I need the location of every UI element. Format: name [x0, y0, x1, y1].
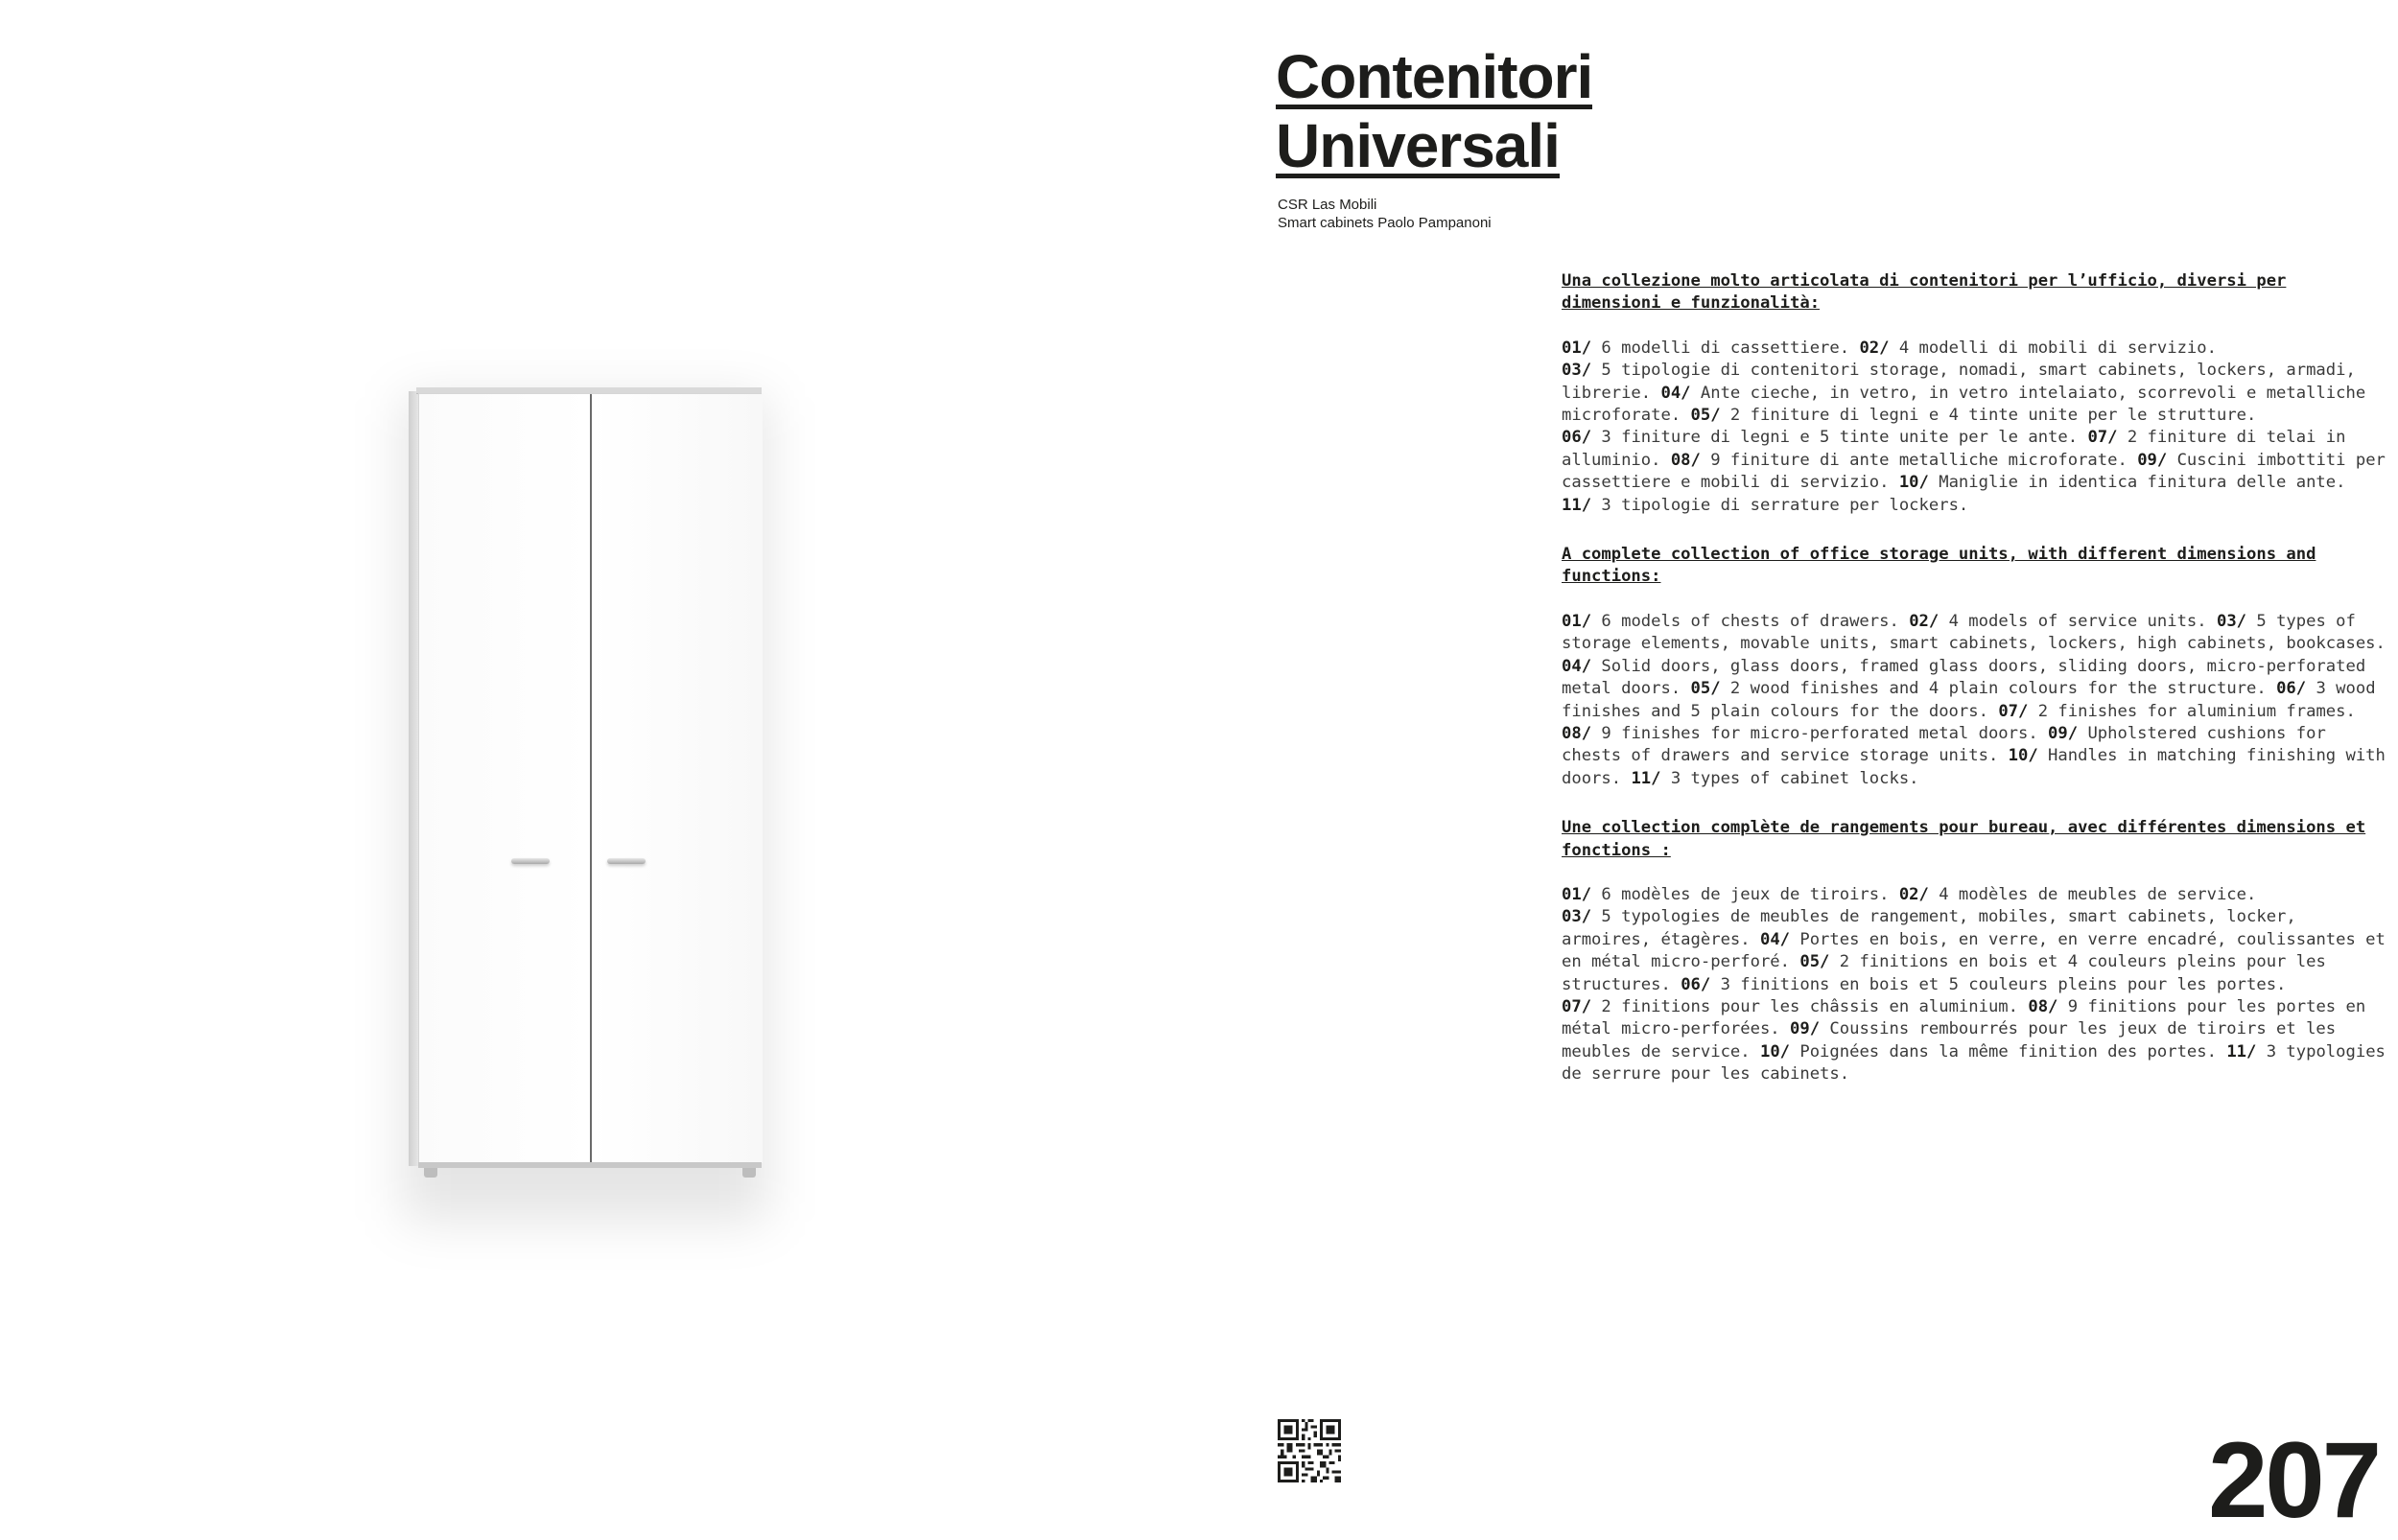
- item-number: 02/: [1898, 884, 1929, 904]
- item-text: 2 finishes for aluminium frames.: [2028, 701, 2356, 721]
- item-number: 03/: [1562, 361, 1592, 381]
- qr-code-icon[interactable]: [1278, 1419, 1341, 1482]
- section-body: [1562, 884, 2386, 1086]
- description-column: [1562, 270, 2386, 1113]
- cabinet-foot-right: [742, 1168, 756, 1178]
- item-text: 5 tipologie di contenitori storage, nomadi, smart cabinets, lockers, armadi, librerie.: [1562, 361, 2356, 403]
- item-text: Portes en bois, en verre, en verre encadré, coulissantes et en métal micro-perforé.: [1562, 929, 2386, 972]
- item-number: 09/: [1790, 1019, 1821, 1039]
- page-title: [1276, 42, 1593, 184]
- item-text: 2 finiture di legni e 4 tinte unite per le strutture.: [1720, 406, 2257, 426]
- item-text: 9 finitions pour les portes en métal micro-perforées.: [1562, 996, 2366, 1039]
- cabinet-plinth: [418, 1162, 762, 1168]
- cabinet-body: [418, 393, 762, 1164]
- section-body: [1562, 338, 2386, 517]
- item-text: 3 wood finishes and 5 plain colours for the doors.: [1562, 679, 2376, 721]
- item-text: 5 types of storage elements, movable units, smart cabinets, lockers, high cabinets, bookcases.: [1562, 611, 2386, 654]
- subtitle-block: [1278, 196, 1492, 232]
- item-text: 3 tipologie di serrature per lockers.: [1591, 495, 1969, 515]
- title-line-1: Contenitori: [1276, 42, 1593, 111]
- item-number: 11/: [2226, 1041, 2257, 1062]
- item-text: 3 finiture di legni e 5 tinte unite per le ante.: [1591, 428, 2088, 448]
- item-number: 04/: [1562, 656, 1592, 676]
- door-handle-right: [607, 858, 646, 864]
- section-body: [1562, 611, 2386, 790]
- section-italian: [1562, 270, 2386, 517]
- item-text: Cuscini imbottiti per cassettiere e mobili di servizio.: [1562, 450, 2386, 493]
- item-number: 10/: [1898, 473, 1929, 493]
- cabinet-foot-left: [424, 1168, 437, 1178]
- item-number: 09/: [2137, 450, 2168, 470]
- item-number: 07/: [2087, 428, 2118, 448]
- item-number: 08/: [2028, 996, 2058, 1016]
- item-number: 01/: [1562, 611, 1592, 631]
- item-text: 4 modelli di mobili di servizio.: [1889, 338, 2217, 358]
- item-text: 9 finiture di ante metalliche microforate.: [1700, 450, 2138, 470]
- item-number: 02/: [1859, 338, 1890, 358]
- subtitle-line-1: CSR Las Mobili: [1278, 197, 1377, 213]
- section-lead: Una collezione molto articolata di contenitori per l’ufficio, diversi per dimensioni e funzionalità:: [1562, 271, 2287, 314]
- item-text: 3 finitions en bois et 5 couleurs pleins pour les portes.: [1710, 974, 2287, 994]
- item-number: 08/: [1562, 723, 1592, 743]
- item-text: 3 typologies de serrure pour les cabinets.: [1562, 1041, 2386, 1085]
- item-text: 4 models of service units.: [1939, 611, 2217, 631]
- item-number: 05/: [1690, 406, 1721, 426]
- item-number: 05/: [1690, 679, 1721, 699]
- item-number: 03/: [2216, 611, 2247, 631]
- item-text: 6 models of chests of drawers.: [1591, 611, 1910, 631]
- item-text: 2 finiture di telai in alluminio.: [1562, 428, 2346, 470]
- item-number: 10/: [2008, 746, 2038, 766]
- item-number: 06/: [2276, 679, 2307, 699]
- item-text: 3 types of cabinet locks.: [1660, 768, 1919, 788]
- item-text: Handles in matching finishing with doors.: [1562, 746, 2386, 788]
- item-number: 01/: [1562, 338, 1592, 358]
- item-text: 9 finishes for micro-perforated metal doors.: [1591, 723, 2049, 743]
- item-text: 2 wood finishes and 4 plain colours for the structure.: [1720, 679, 2277, 699]
- cabinet-door-right: [592, 394, 763, 1163]
- item-text: Poignées dans la même finition des portes.: [1790, 1041, 2227, 1062]
- item-number: 06/: [1562, 428, 1592, 448]
- item-number: 11/: [1562, 495, 1592, 515]
- item-text: Maniglie in identica finitura delle ante.: [1928, 473, 2346, 493]
- cabinet-side-panel: [409, 391, 418, 1166]
- item-number: 05/: [1799, 952, 1830, 972]
- item-text: Solid doors, glass doors, framed glass doors, sliding doors, micro-perforated metal doors.: [1562, 656, 2366, 699]
- item-number: 07/: [1998, 701, 2029, 721]
- item-number: 02/: [1909, 611, 1940, 631]
- title-line-2: Universali: [1276, 111, 1560, 180]
- item-number: 10/: [1759, 1041, 1791, 1062]
- product-image-cabinet: [288, 374, 806, 1285]
- item-text: Coussins rembourrés pour les jeux de tiroirs et les meubles de service.: [1562, 1019, 2337, 1062]
- item-number: 04/: [1660, 383, 1691, 403]
- item-number: 09/: [2048, 723, 2079, 743]
- item-number: 04/: [1759, 929, 1791, 949]
- section-lead: Une collection complète de rangements pour bureau, avec différentes dimensions et fonctions :: [1562, 818, 2366, 860]
- item-text: 2 finitions pour les châssis en aluminium.: [1591, 996, 2029, 1016]
- section-french: [1562, 817, 2386, 1085]
- item-number: 07/: [1562, 996, 1592, 1016]
- item-number: 08/: [1670, 450, 1701, 470]
- item-text: 2 finitions en bois et 4 couleurs pleins pour les structures.: [1562, 952, 2326, 994]
- section-lead: A complete collection of office storage units, with different dimensions and functions:: [1562, 545, 2316, 587]
- subtitle-line-2: Smart cabinets Paolo Pampanoni: [1278, 215, 1492, 231]
- item-text: 6 modelli di cassettiere.: [1591, 338, 1860, 358]
- item-number: 11/: [1631, 768, 1661, 788]
- item-text: 5 typologies de meubles de rangement, mobiles, smart cabinets, locker, armoires, étagères.: [1562, 907, 2296, 949]
- cabinet-door-left: [419, 394, 590, 1163]
- item-text: 6 modèles de jeux de tiroirs.: [1591, 884, 1899, 904]
- page-number: 207: [2208, 1420, 2379, 1540]
- item-number: 01/: [1562, 884, 1592, 904]
- door-handle-left: [511, 858, 550, 864]
- section-english: [1562, 544, 2386, 790]
- item-text: 4 modèles de meubles de service.: [1928, 884, 2257, 904]
- item-text: Upholstered cushions for chests of drawers and service storage units.: [1562, 723, 2326, 766]
- item-number: 06/: [1681, 974, 1711, 994]
- item-text: Ante cieche, in vetro, in vetro intelaiato, scorrevoli e metalliche microforate.: [1562, 383, 2366, 426]
- item-number: 03/: [1562, 907, 1592, 927]
